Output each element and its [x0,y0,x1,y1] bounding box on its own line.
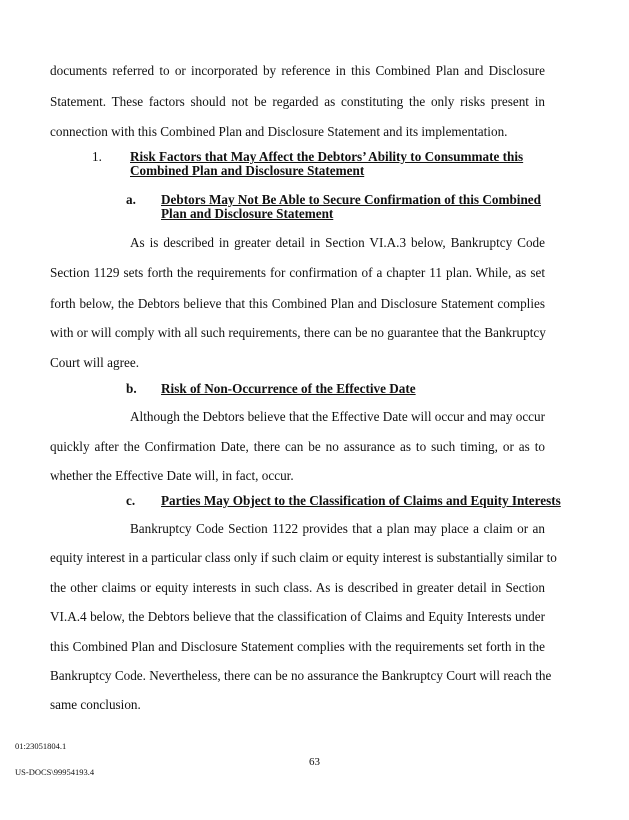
document-id: 01:23051804.1 [15,741,67,751]
body-text-line: documents referred to or incorporated by reference in this Combined Plan and Disclosure [50,63,545,78]
body-text-line: Statement. These factors should not be regarded as constituting the only risks present in [50,94,545,109]
subsection-letter: a. [126,192,136,207]
body-text-line: this Combined Plan and Disclosure Statement complies with the requirements set forth in the [50,639,545,654]
subsection-heading-line: Parties May Object to the Classification of Claims and Equity Interests [161,493,561,508]
body-text-line: Bankruptcy Code Section 1122 provides that a plan may place a claim or an [130,521,545,536]
subsection-heading [161,382,416,396]
section-heading [130,164,364,178]
page-number: 63 [309,756,320,768]
body-text-line: VI.A.4 below, the Debtors believe that the classification of Claims and Equity Interests under [50,609,545,624]
subsection-letter: b. [126,381,137,396]
section-heading-line: Combined Plan and Disclosure Statement [130,163,365,178]
subsection-heading [161,207,333,221]
subsection-heading [161,494,561,508]
section-number: 1. [92,149,102,164]
subsection-heading-line: Plan and Disclosure Statement [161,206,334,221]
subsection-heading [161,193,541,207]
body-text-line: As is described in greater detail in Section VI.A.3 below, Bankruptcy Code [130,235,545,250]
section-heading [130,150,523,164]
body-text-line: quickly after the Confirmation Date, there can be no assurance as to such timing, or as to [50,439,545,454]
body-text-line: forth below, the Debtors believe that this Combined Plan and Disclosure Statement complies [50,296,545,311]
body-text-line: same conclusion. [50,697,141,712]
body-text-line: with or will comply with all such requirements, there can be no guarantee that the Bankruptcy [50,325,546,340]
body-text-line: Bankruptcy Code. Nevertheless, there can be no assurance the Bankruptcy Court will reach the [50,668,552,683]
body-text-line: Section 1129 sets forth the requirements for confirmation of a chapter 11 plan. While, as set [50,265,545,280]
document-id: US-DOCS\99954193.4 [15,767,95,777]
body-text-line: whether the Effective Date will, in fact, occur. [50,468,294,483]
body-text-line: equity interest in a particular class only if such claim or equity interest is substantially similar to [50,550,557,565]
body-text-line: Court will agree. [50,355,139,370]
body-text-line: the other claims or equity interests in such class. As is described in greater detail in Section [50,580,545,595]
subsection-heading-line: Risk of Non-Occurrence of the Effective Date [161,381,416,396]
subsection-letter: c. [126,493,136,508]
body-text-line: Although the Debtors believe that the Effective Date will occur and may occur [130,409,546,424]
section-heading-line: Risk Factors that May Affect the Debtors’ Ability to Consummate this [130,149,524,164]
body-text-line: connection with this Combined Plan and Disclosure Statement and its implementation. [50,124,508,139]
subsection-heading-line: Debtors May Not Be Able to Secure Confirmation of this Combined [161,192,541,207]
